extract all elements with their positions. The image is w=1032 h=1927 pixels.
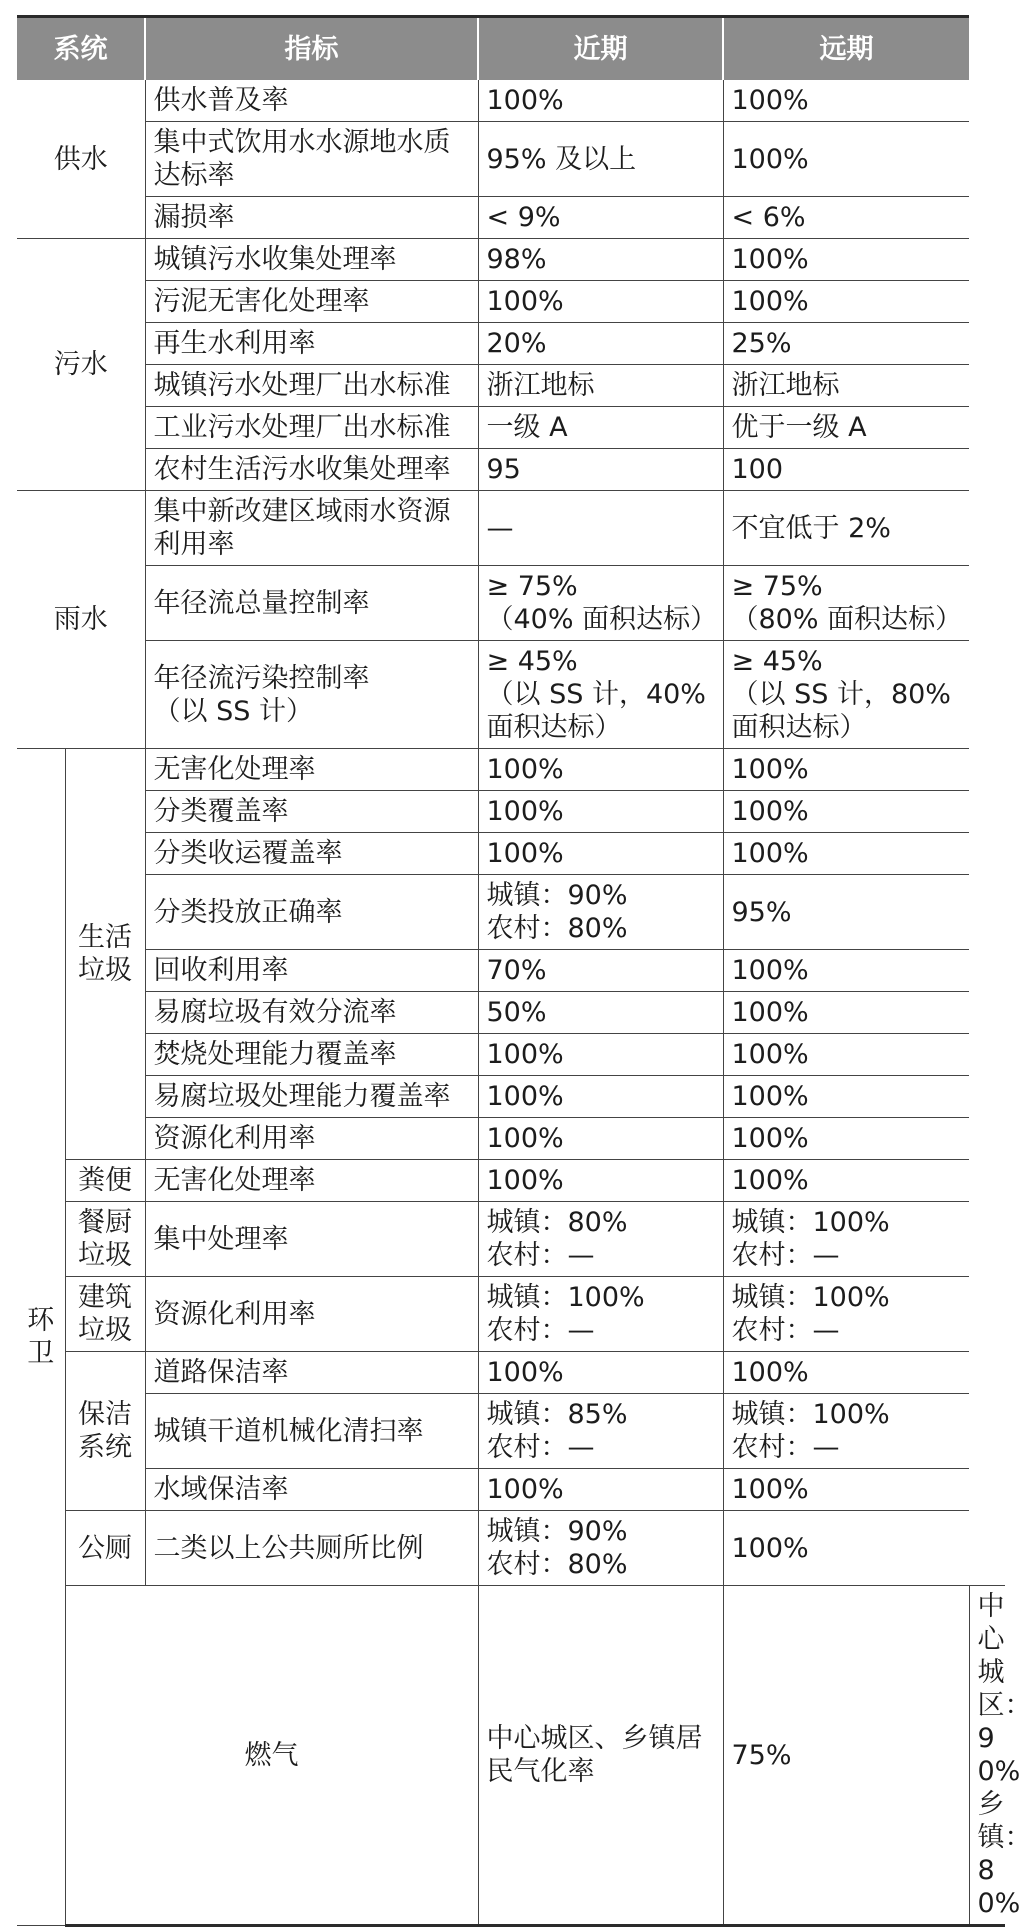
far-cell: 100% [723, 1352, 969, 1394]
header-far: 远期 [723, 17, 969, 81]
near-cell: 100% [478, 1076, 723, 1118]
table-row [17, 323, 1005, 365]
far-cell: 100% [723, 1076, 969, 1118]
near-line: 城镇：90% [486, 880, 628, 911]
table-row [17, 875, 1005, 950]
near-cell: 100% [478, 1160, 723, 1202]
far-line: 农村：— [731, 1315, 840, 1346]
near-line: 农村：— [486, 1432, 595, 1463]
subsystem-toilet: 公厕 [65, 1511, 145, 1586]
far-cell [723, 1277, 969, 1352]
near-line: ≥ 45% [486, 646, 578, 677]
far-line: 农村：— [731, 1432, 840, 1463]
table-row [17, 833, 1005, 875]
near-cell [478, 641, 723, 749]
subsystem-kitchen-waste: 餐厨垃圾 [65, 1202, 145, 1277]
far-cell: 100% [723, 1469, 969, 1511]
far-cell: < 6% [723, 197, 969, 239]
near-cell: 70% [478, 950, 723, 992]
near-cell [478, 566, 723, 641]
near-cell: 50% [478, 992, 723, 1034]
far-cell: 浙江地标 [723, 365, 969, 407]
far-cell: 100% [723, 791, 969, 833]
indicator-cell: 集中新改建区域雨水资源利用率 [145, 491, 478, 566]
indicator-cell: 分类投放正确率 [145, 875, 478, 950]
subsystem-cleaning: 保洁系统 [65, 1352, 145, 1511]
far-cell: 100 [723, 449, 969, 491]
indicator-cell: 城镇干道机械化清扫率 [145, 1394, 478, 1469]
near-cell [478, 1277, 723, 1352]
near-line: 城镇：80% [486, 1207, 628, 1238]
table-row [17, 1352, 1005, 1394]
indicator-line: （以 SS 计） [153, 695, 313, 727]
indicator-table-wrapper [17, 15, 1032, 1927]
far-line: 农村：— [731, 1240, 840, 1271]
far-line: 城镇：100% [731, 1399, 890, 1430]
near-cell: 100% [478, 833, 723, 875]
system-gas: 燃气 [65, 1586, 478, 1926]
near-line: 农村：80% [486, 913, 628, 944]
indicator-cell: 资源化利用率 [145, 1277, 478, 1352]
far-cell [969, 1586, 1032, 1926]
far-cell: 100% [723, 239, 969, 281]
indicator-cell: 年径流总量控制率 [145, 566, 478, 641]
near-cell: 100% [478, 1118, 723, 1160]
table-row [17, 1511, 1005, 1586]
far-cell: 100% [723, 1511, 969, 1586]
indicator-line: 年径流污染控制率 [153, 662, 370, 694]
far-cell: 100% [723, 992, 969, 1034]
indicator-cell: 漏损率 [145, 197, 478, 239]
far-cell: 100% [723, 1118, 969, 1160]
near-cell [478, 1202, 723, 1277]
header-row [17, 17, 1005, 81]
indicator-cell: 再生水利用率 [145, 323, 478, 365]
indicator-cell: 无害化处理率 [145, 749, 478, 791]
near-cell: 浙江地标 [478, 365, 723, 407]
header-indicator: 指标 [145, 17, 478, 81]
far-cell: 100% [723, 122, 969, 197]
indicator-table [17, 15, 1032, 1927]
far-cell [723, 1394, 969, 1469]
near-cell: < 9% [478, 197, 723, 239]
far-line: （以 SS 计，80% 面积达标） [731, 679, 951, 743]
near-cell: 100% [478, 791, 723, 833]
near-cell: 20% [478, 323, 723, 365]
near-cell [478, 1511, 723, 1586]
indicator-cell: 无害化处理率 [145, 1160, 478, 1202]
near-line: ≥ 75% [486, 571, 578, 602]
table-row [17, 749, 1005, 791]
indicator-cell: 城镇污水处理厂出水标准 [145, 365, 478, 407]
table-row [17, 239, 1005, 281]
table-row [17, 1277, 1005, 1352]
table-row [17, 992, 1005, 1034]
indicator-cell: 城镇污水收集处理率 [145, 239, 478, 281]
table-row [17, 1469, 1005, 1511]
near-line: 城镇：85% [486, 1399, 628, 1430]
near-cell: 75% [723, 1586, 969, 1926]
far-cell: 优于一级 A [723, 407, 969, 449]
header-system: 系统 [17, 17, 145, 81]
near-cell: 100% [478, 1034, 723, 1076]
near-cell: — [478, 491, 723, 566]
subsystem-construction-waste: 建筑垃圾 [65, 1277, 145, 1352]
near-cell [478, 1394, 723, 1469]
table-row [17, 1034, 1005, 1076]
table-row [17, 641, 1005, 749]
system-sanitation: 环卫 [17, 749, 65, 1926]
far-cell: 100% [723, 1160, 969, 1202]
header-near: 近期 [478, 17, 723, 81]
far-cell: 100% [723, 1034, 969, 1076]
near-cell: 一级 A [478, 407, 723, 449]
far-cell: 100% [723, 833, 969, 875]
table-row [17, 80, 1005, 122]
table-row [17, 1586, 1005, 1926]
table-row [17, 950, 1005, 992]
system-water-supply: 供水 [17, 80, 145, 239]
table-row [17, 1394, 1005, 1469]
indicator-cell: 二类以上公共厕所比例 [145, 1511, 478, 1586]
near-cell: 100% [478, 1469, 723, 1511]
near-cell: 95 [478, 449, 723, 491]
far-line: 城镇：100% [731, 1207, 890, 1238]
indicator-cell: 易腐垃圾处理能力覆盖率 [145, 1076, 478, 1118]
far-cell: 100% [723, 80, 969, 122]
far-line: （80% 面积达标） [731, 604, 963, 635]
near-line: 农村：— [486, 1315, 595, 1346]
indicator-cell: 回收利用率 [145, 950, 478, 992]
near-cell: 95% 及以上 [478, 122, 723, 197]
near-cell: 100% [478, 1352, 723, 1394]
system-rain: 雨水 [17, 491, 145, 749]
near-line: 农村：80% [486, 1549, 628, 1580]
far-cell: 100% [723, 281, 969, 323]
subsystem-domestic-waste: 生活垃圾 [65, 749, 145, 1160]
table-row [17, 407, 1005, 449]
far-line: 乡镇：80% [977, 1789, 1032, 1919]
indicator-cell: 集中式饮用水水源地水质达标率 [145, 122, 478, 197]
far-cell [723, 641, 969, 749]
table-row [17, 281, 1005, 323]
indicator-cell [145, 641, 478, 749]
far-cell [723, 566, 969, 641]
indicator-cell: 资源化利用率 [145, 1118, 478, 1160]
near-cell [478, 875, 723, 950]
table-row [17, 1076, 1005, 1118]
table-row [17, 1160, 1005, 1202]
system-sewage: 污水 [17, 239, 145, 491]
far-cell: 100% [723, 749, 969, 791]
far-cell: 100% [723, 950, 969, 992]
near-line: （40% 面积达标） [486, 604, 718, 635]
near-cell: 100% [478, 281, 723, 323]
table-row [17, 197, 1005, 239]
far-line: 城镇：100% [731, 1282, 890, 1313]
indicator-cell: 农村生活污水收集处理率 [145, 449, 478, 491]
near-cell: 100% [478, 749, 723, 791]
table-row [17, 491, 1005, 566]
near-cell: 100% [478, 80, 723, 122]
far-cell [723, 1202, 969, 1277]
far-cell: 25% [723, 323, 969, 365]
indicator-cell: 供水普及率 [145, 80, 478, 122]
indicator-cell: 分类收运覆盖率 [145, 833, 478, 875]
near-cell: 98% [478, 239, 723, 281]
indicator-cell: 水域保洁率 [145, 1469, 478, 1511]
indicator-cell: 集中处理率 [145, 1202, 478, 1277]
indicator-cell: 中心城区、乡镇居民气化率 [478, 1586, 723, 1926]
far-line: ≥ 45% [731, 646, 823, 677]
near-line: 农村：— [486, 1240, 595, 1271]
far-line: 中心城区：90% [977, 1591, 1032, 1787]
subsystem-feces: 粪便 [65, 1160, 145, 1202]
table-row [17, 122, 1005, 197]
indicator-cell: 分类覆盖率 [145, 791, 478, 833]
table-row [17, 1202, 1005, 1277]
table-row [17, 566, 1005, 641]
far-line: ≥ 75% [731, 571, 823, 602]
table-row [17, 449, 1005, 491]
table-row [17, 791, 1005, 833]
near-line: 城镇：100% [486, 1282, 645, 1313]
near-line: 城镇：90% [486, 1516, 628, 1547]
near-line: （以 SS 计，40% 面积达标） [486, 679, 706, 743]
indicator-cell: 工业污水处理厂出水标准 [145, 407, 478, 449]
far-cell: 不宜低于 2% [723, 491, 969, 566]
indicator-cell: 易腐垃圾有效分流率 [145, 992, 478, 1034]
far-cell: 95% [723, 875, 969, 950]
indicator-cell: 污泥无害化处理率 [145, 281, 478, 323]
table-row [17, 1118, 1005, 1160]
table-row [17, 365, 1005, 407]
indicator-cell: 道路保洁率 [145, 1352, 478, 1394]
indicator-cell: 焚烧处理能力覆盖率 [145, 1034, 478, 1076]
